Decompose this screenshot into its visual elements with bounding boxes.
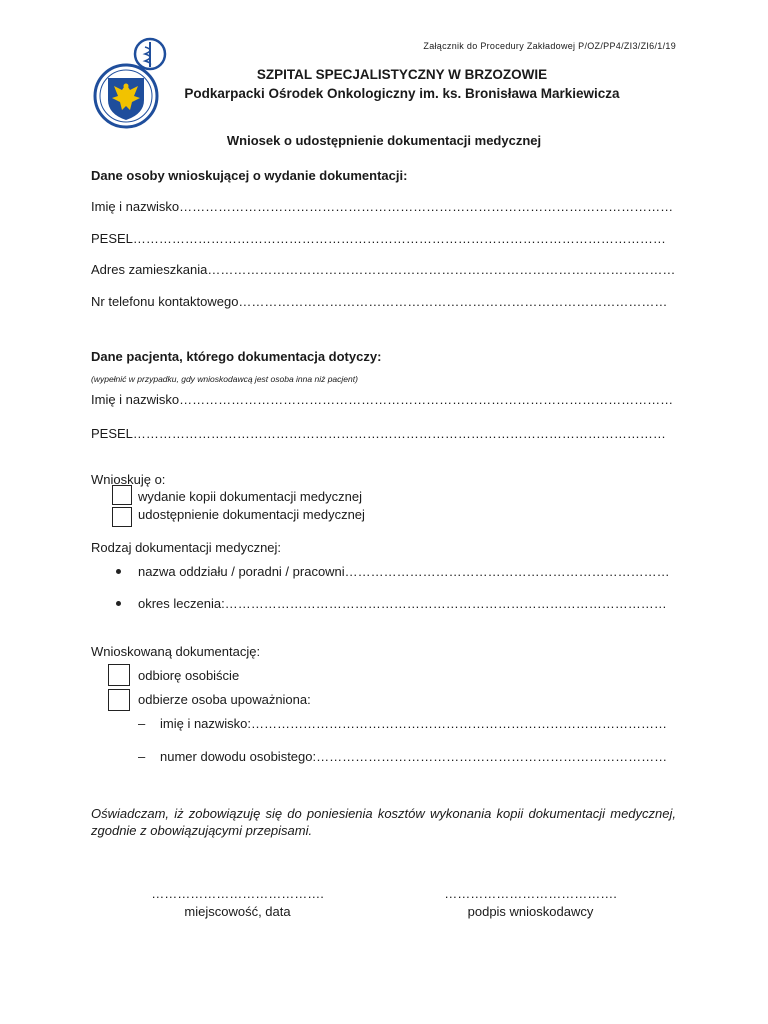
pickup-label: Wnioskowaną dokumentację: xyxy=(91,644,261,659)
requester-heading: Dane osoby wnioskującej o wydanie dokumentacji: xyxy=(91,168,408,183)
place-date-line[interactable]: …………………………………. xyxy=(151,886,324,901)
bullet-icon xyxy=(116,601,121,606)
place-date-label: miejscowość, data xyxy=(184,904,291,919)
bullet-icon xyxy=(116,569,121,574)
signature-line[interactable]: …………………………………. xyxy=(444,886,617,901)
dash-icon: – xyxy=(138,749,146,764)
personal-pickup-checkbox[interactable] xyxy=(108,664,130,686)
access-option-label: udostępnienie dokumentacji medycznej xyxy=(138,507,365,522)
patient-pesel-field[interactable]: PESEL…………………………………………………………………………………………………………… xyxy=(91,426,666,441)
personal-pickup-label: odbiorę osobiście xyxy=(138,668,240,683)
requester-pesel-field[interactable]: PESEL…………………………………………………………………………………………………………… xyxy=(91,231,666,246)
access-checkbox[interactable] xyxy=(112,507,132,527)
authorized-pickup-label: odbierze osoba upoważniona: xyxy=(138,692,311,707)
organization-subtitle: Podkarpacki Ośrodek Onkologiczny im. ks. Bronisława Markiewicza xyxy=(184,86,620,101)
hospital-logo xyxy=(92,34,172,134)
authorized-id-field[interactable]: numer dowodu osobistego:……………………………………………………………………… xyxy=(160,749,668,764)
patient-note: (wypełnić w przypadku, gdy wnioskodawcą jest osoba inna niż pacjent) xyxy=(91,374,358,384)
department-field[interactable]: nazwa oddziału / poradni / pracowni………………………………………………………………… xyxy=(138,564,670,579)
declaration-text: Oświadczam, iż zobowiązuję się do poniesienia kosztów wykonania kopii dokumentacji medycznej, zgodnie z obowiązującymi przepisami. xyxy=(91,806,676,838)
organization-name: SZPITAL SPECJALISTYCZNY W BRZOZOWIE xyxy=(256,67,548,82)
doc-type-label: Rodzaj dokumentacji medycznej: xyxy=(91,540,282,555)
treatment-period-field[interactable]: okres leczenia:………………………………………………………………………………………… xyxy=(138,596,667,611)
requester-phone-field[interactable]: Nr telefonu kontaktowego……………………………………………………………………………………… xyxy=(91,294,668,309)
patient-heading: Dane pacjenta, którego dokumentacja dotyczy: xyxy=(91,349,382,364)
document-reference: Załącznik do Procedury Zakładowej P/OZ/PP4/ZI3/ZI6/1/19 xyxy=(423,41,676,51)
requester-name-field[interactable]: Imię i nazwisko…………………………………………………………………………………………………… xyxy=(91,199,674,214)
copy-option-label: wydanie kopii dokumentacji medycznej xyxy=(138,489,363,504)
requester-address-field[interactable]: Adres zamieszkania……………………………………………………………………………………………… xyxy=(91,262,676,277)
authorized-pickup-checkbox[interactable] xyxy=(108,689,130,711)
signature-label: podpis wnioskodawcy xyxy=(467,904,594,919)
dash-icon: – xyxy=(138,716,146,731)
request-label: Wnioskuję o: xyxy=(91,472,166,487)
form-title: Wniosek o udostępnienie dokumentacji medycznej xyxy=(226,133,542,148)
patient-name-field[interactable]: Imię i nazwisko…………………………………………………………………………………………………… xyxy=(91,392,674,407)
authorized-name-field[interactable]: imię i nazwisko:…………………………………………………………………………………… xyxy=(160,716,668,731)
copy-checkbox[interactable] xyxy=(112,485,132,505)
